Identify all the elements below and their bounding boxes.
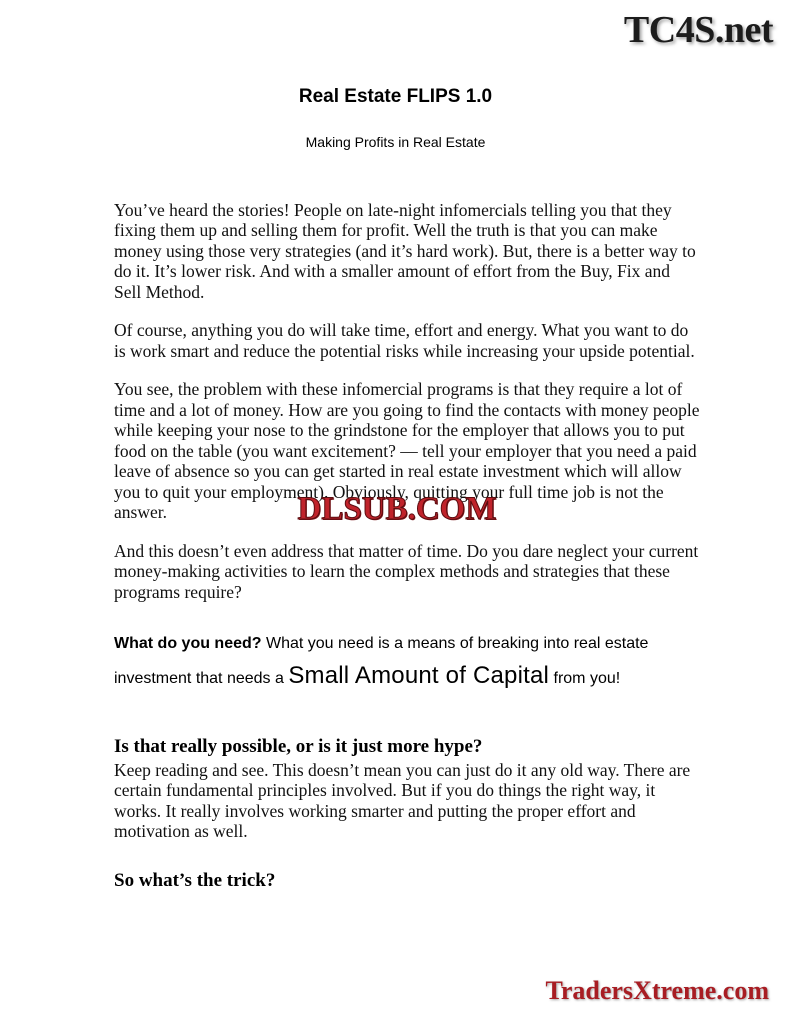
page-subtitle: Making Profits in Real Estate: [305, 134, 486, 150]
section-heading-hype: Is that really possible, or is it just more hype?: [114, 735, 483, 757]
needs-emphasis: Small Amount of Capital: [288, 661, 550, 689]
needs-tail: from you!: [549, 669, 621, 687]
center-watermark: DLSUB.COM: [297, 491, 497, 527]
page-title: Real Estate FLIPS 1.0: [298, 86, 493, 107]
needs-statement: [114, 632, 700, 694]
paragraph-2: Of course, anything you do will take time, effort and energy. What you want to do is work smart and reduce the potential risks while increasing your upside potential.: [114, 320, 695, 361]
needs-middle: What you need is a means of breaking into real estate investment that needs a: [114, 634, 649, 687]
paragraph-1: You’ve heard the stories! People on late-night infomercials telling you that they fixing them up and selling them for profit. Well the truth is that you can make money using those very strategies (and it’s hard work). But, there is a better way to do it. It’s lower risk. And with a smaller amount of effort from the Buy, Fix and Sell Method.: [114, 200, 696, 302]
body-column: [114, 200, 700, 894]
paragraph-4: And this doesn’t even address that matter of time. Do you dare neglect your current money-making activities to learn the complex methods and strategies that these programs require?: [114, 540, 699, 602]
section-heading-trick: So what’s the trick?: [114, 869, 276, 891]
needs-lead: What do you need?: [114, 634, 262, 652]
section-body-hype: Keep reading and see. This doesn’t mean you can just do it any old way. There are certain fundamental principles involved. But if you do things the right way, it works. It really involves working smarter and putting the proper effort and motivation as well.: [114, 759, 691, 842]
bottom-right-watermark: TradersXtreme.com: [545, 976, 769, 1005]
top-right-watermark: TC4S.net: [623, 9, 773, 51]
paragraph-3: You see, the problem with these infomercial programs is that they require a lot of time and a lot of money. How are you going to find the contacts with money people while keeping your nose to the grindstone for the employer that allows you to put food on the table (you want excitement? — tell your employer that you need a paid leave of absence so you can get started in real estate investment which will allow you to quit your employment). Obviously, quitting your full time job is not the answer.: [114, 379, 700, 523]
